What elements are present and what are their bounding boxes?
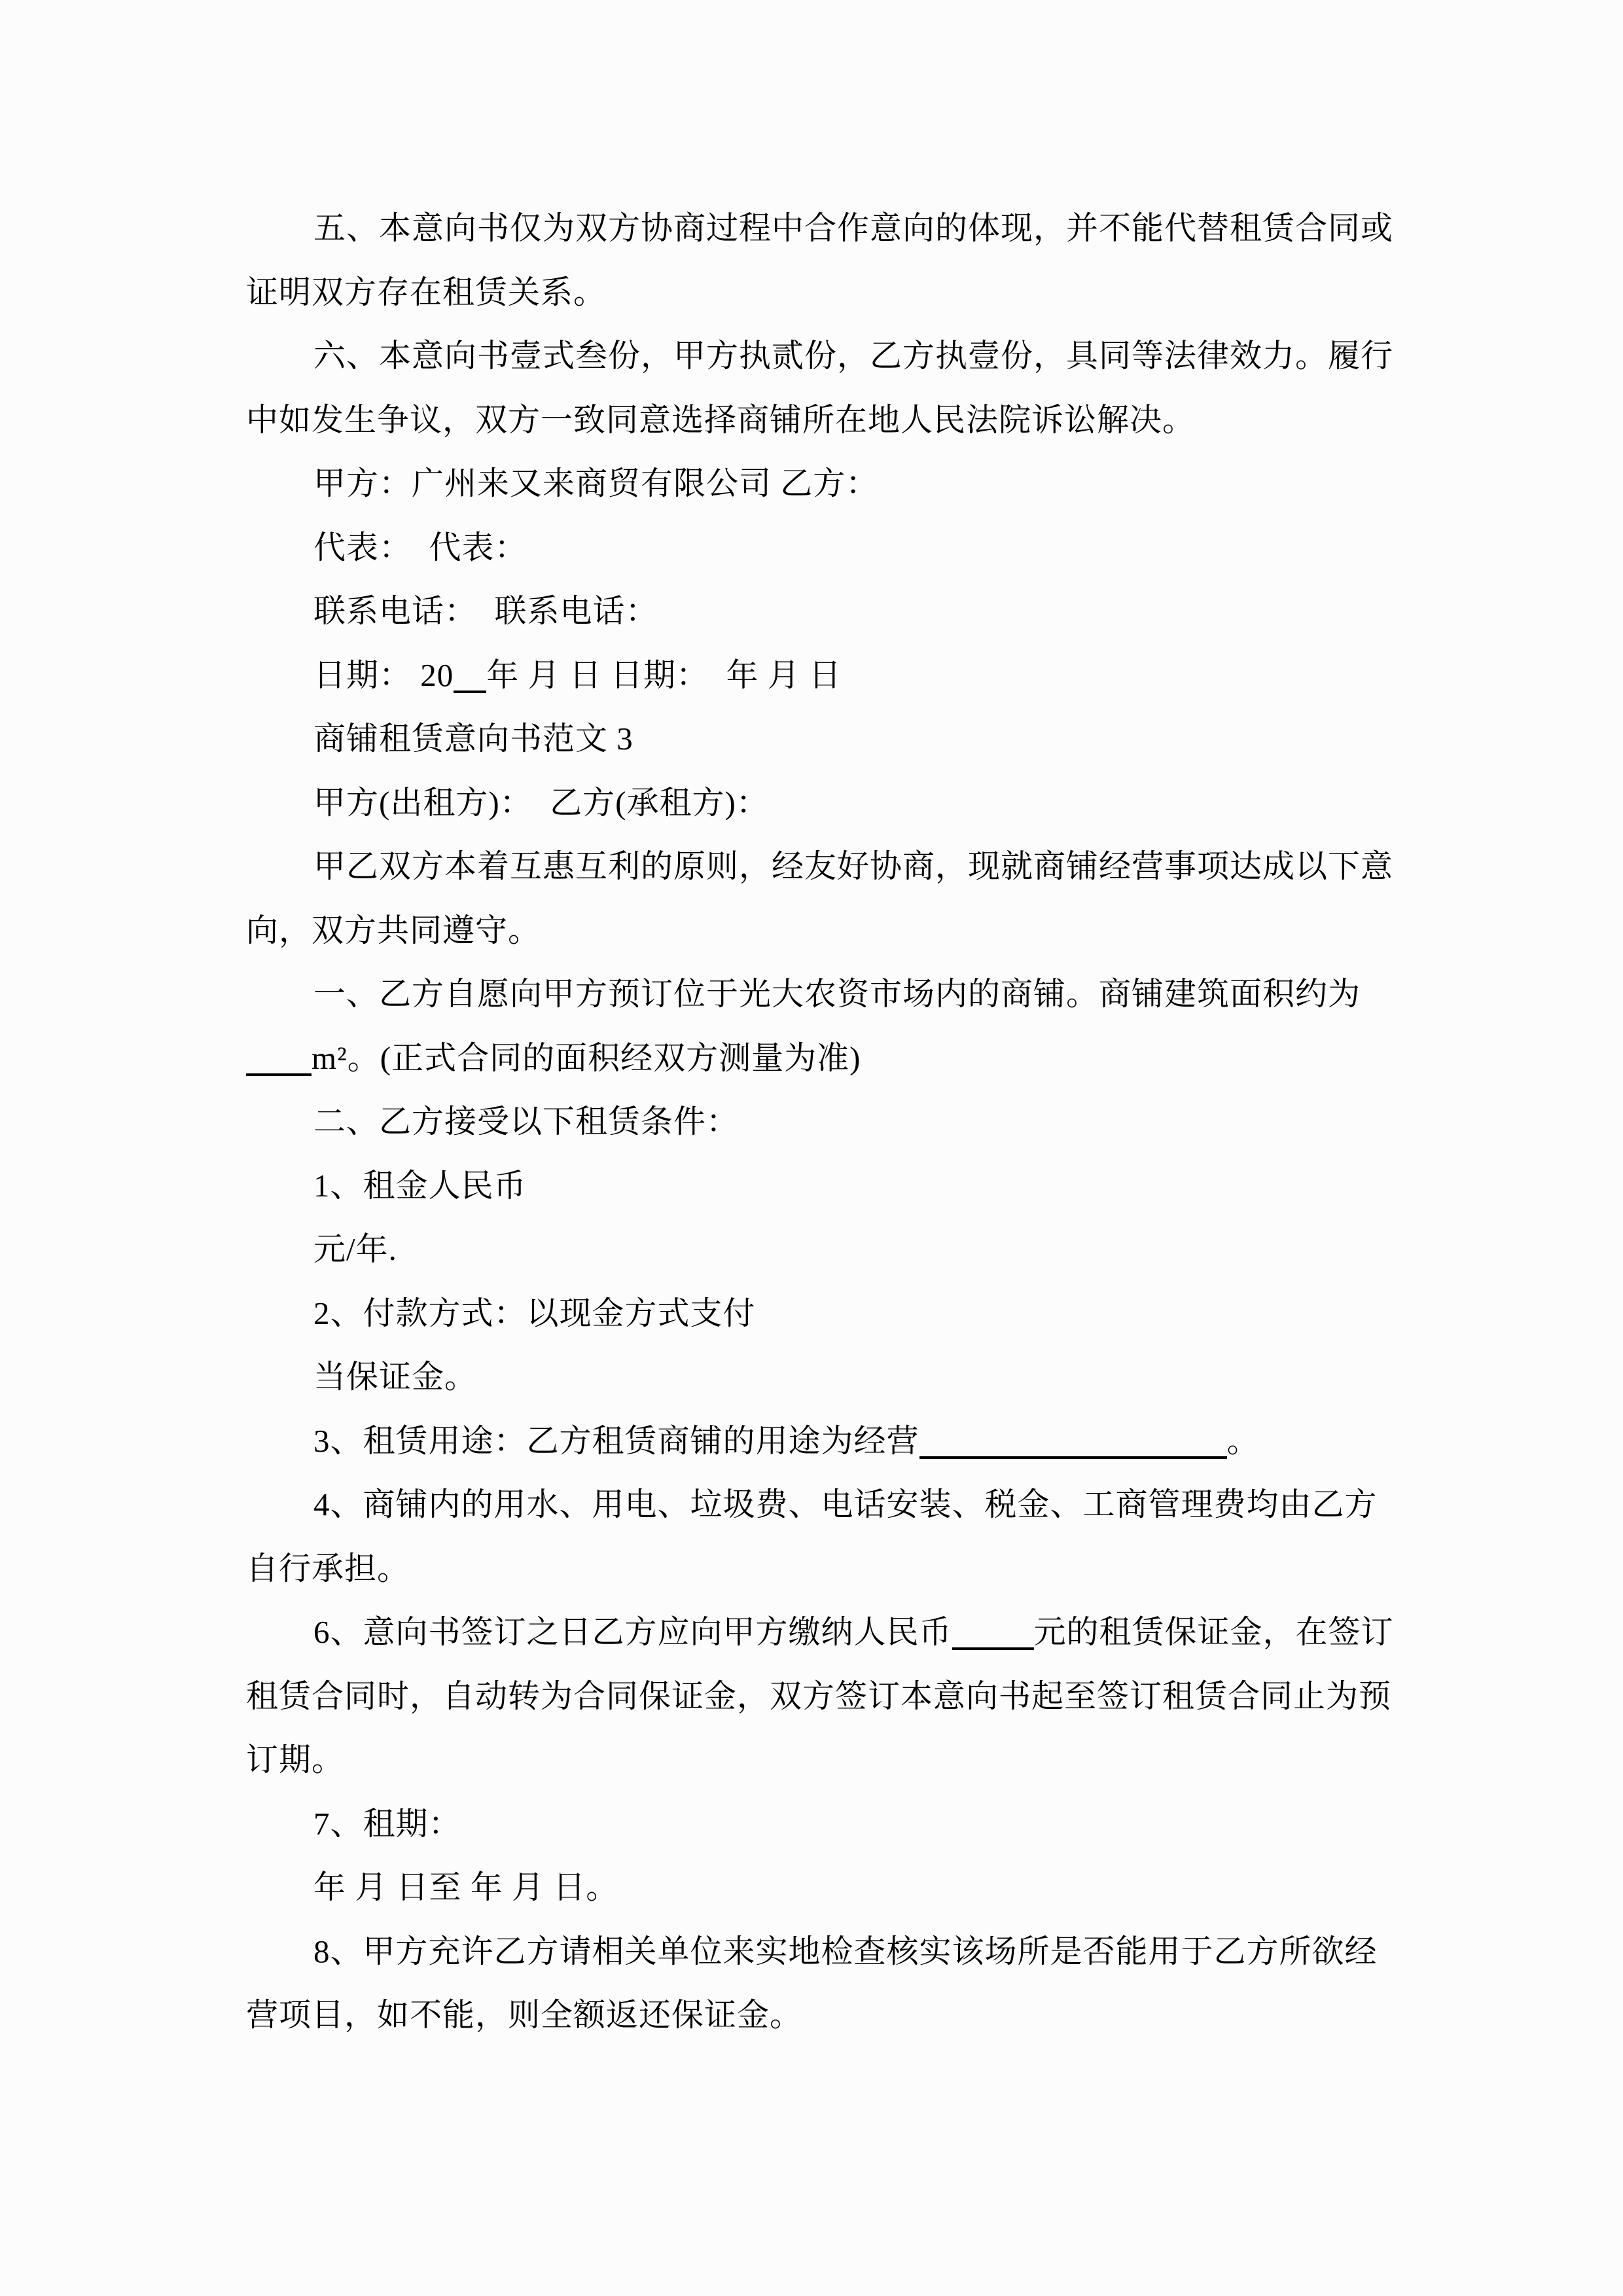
line-text: 8、甲方充许乙方请相关单位来实地检查核实该场所是否能用于乙方所欲经 — [313, 1933, 1378, 1969]
text-line — [313, 1423, 1260, 1460]
line-text: 租赁合同时，自动转为合同保证金，双方签订本意向书起至签订租赁合同止为预 — [246, 1678, 1392, 1714]
text-line — [313, 338, 1393, 374]
line-text: 3、租赁用途：乙方租赁商铺的用途为经营 — [313, 1423, 919, 1459]
text-line — [313, 1295, 756, 1332]
text-line — [313, 721, 633, 757]
line-text: 联系电话： 联系电话： — [313, 593, 658, 629]
line-text: 甲方：广州来又来商贸有限公司 乙方： — [313, 465, 879, 501]
line-text: 元/年. — [313, 1231, 397, 1267]
line-text: 年 月 日至 年 月 日。 — [313, 1869, 619, 1905]
line-text: 4、商铺内的用水、用电、垃圾费、电话安装、税金、工商管理费均由乙方 — [313, 1486, 1378, 1522]
text-line — [313, 1231, 397, 1268]
line-text: 营项目，如不能，则全额返还保证金。 — [246, 1997, 803, 2033]
line-text: 一、乙方自愿向甲方预订位于光大农资市场内的商铺。商铺建筑面积约为 — [313, 976, 1361, 1012]
text-line — [313, 1614, 1394, 1651]
text-line — [246, 912, 541, 949]
line-text: 订期。 — [246, 1742, 345, 1778]
blank-underline — [919, 1456, 1227, 1459]
text-line — [246, 1678, 1391, 1715]
line-text: 。 — [1226, 1423, 1260, 1459]
text-line — [313, 210, 1393, 247]
line-text: 六、本意向书壹式叁份，甲方执贰份，乙方执壹份，具同等法律效力。履行 — [313, 338, 1394, 374]
text-line — [313, 976, 1361, 1013]
text-line — [246, 274, 606, 311]
text-line — [246, 1997, 802, 2034]
text-line — [313, 1869, 618, 1906]
line-text: m²。(正式合同的面积经双方测量为准) — [312, 1040, 861, 1076]
text-line — [313, 1806, 461, 1842]
line-text: 中如发生争议，双方一致同意选择商铺所在地人民法院诉讼解决。 — [246, 402, 1196, 438]
text-line — [313, 1933, 1378, 1970]
blank-underline — [454, 691, 486, 693]
line-text: 1、租金人民币 — [313, 1168, 527, 1204]
line-text: 7、租期： — [313, 1806, 461, 1842]
line-text: 商铺租赁意向书范文 3 — [313, 721, 633, 757]
line-text: 2、付款方式：以现金方式支付 — [313, 1295, 756, 1331]
line-text: 五、本意向书仅为双方协商过程中合作意向的体现，并不能代替租赁合同或 — [313, 210, 1394, 246]
text-line — [313, 529, 527, 566]
line-text: 年 月 日 日期： 年 月 日 — [486, 657, 842, 693]
text-line — [313, 1359, 477, 1395]
line-text: 自行承担。 — [246, 1551, 410, 1587]
line-text: 日期： 20 — [313, 657, 454, 693]
text-line — [313, 848, 1393, 885]
text-line — [313, 1168, 527, 1204]
text-line — [246, 1040, 861, 1077]
text-line — [313, 785, 769, 821]
text-line — [246, 402, 1195, 439]
line-text: 甲方(出租方)： 乙方(承租方)： — [313, 785, 769, 821]
line-text: 向，双方共同遵守。 — [246, 912, 541, 948]
text-line — [246, 1742, 344, 1778]
text-line — [313, 1486, 1378, 1523]
line-text: 6、意向书签订之日乙方应向甲方缴纳人民币 — [313, 1614, 952, 1650]
text-line — [246, 1551, 410, 1587]
text-line — [313, 657, 842, 694]
blank-underline — [246, 1073, 312, 1076]
line-text: 二、乙方接受以下租赁条件： — [313, 1103, 740, 1139]
line-text: 甲乙双方本着互惠互利的原则，经友好协商，现就商铺经营事项达成以下意 — [313, 848, 1394, 884]
line-text: 代表： 代表： — [313, 529, 527, 565]
line-text: 证明双方存在租赁关系。 — [246, 274, 607, 310]
line-text: 当保证金。 — [313, 1359, 478, 1395]
line-text: 元的租赁保证金，在签订 — [1033, 1614, 1394, 1650]
text-line — [313, 593, 658, 630]
text-line — [313, 465, 878, 502]
blank-underline — [952, 1647, 1034, 1650]
text-line — [313, 1103, 739, 1140]
